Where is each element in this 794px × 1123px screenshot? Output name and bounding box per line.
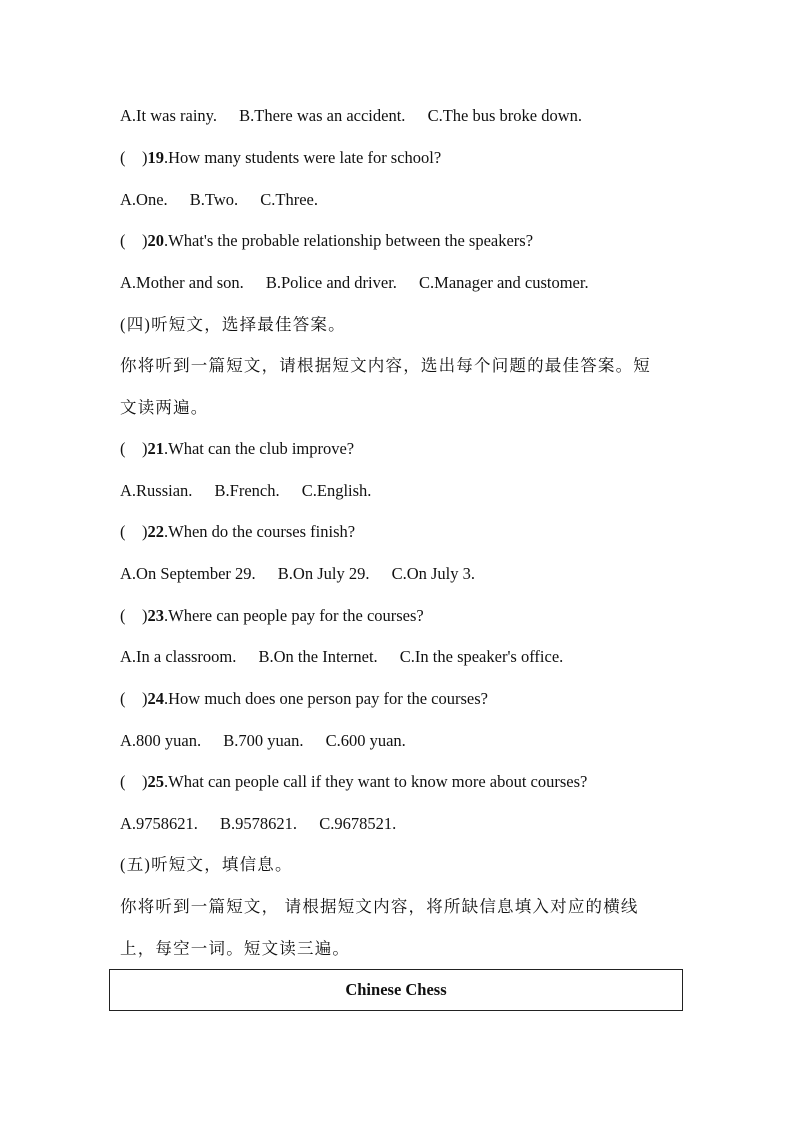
answer-blank: ( ) xyxy=(120,148,148,167)
option-b: B.Police and driver. xyxy=(265,273,397,292)
q21-options xyxy=(120,483,371,500)
q22-options xyxy=(120,566,475,583)
section-4-heading: (四)听短文，选择最佳答案。 xyxy=(120,315,346,334)
question-number: 24 xyxy=(147,689,164,708)
option-b: B.Two. xyxy=(189,190,239,209)
answer-blank: ( ) xyxy=(120,522,148,541)
option-a: A.It was rainy. xyxy=(120,106,217,125)
answer-blank: ( ) xyxy=(120,772,148,791)
option-a: A.In a classroom. xyxy=(120,647,237,666)
question-number: 19 xyxy=(147,148,164,167)
section-4-instruction-cont: 文读两遍。 xyxy=(120,398,209,417)
q24-options xyxy=(120,733,406,750)
question-text: .How many students were late for school? xyxy=(164,148,442,167)
q25-options xyxy=(120,816,396,833)
question-24 xyxy=(120,691,488,708)
question-text: .How much does one person pay for the courses? xyxy=(164,689,488,708)
option-a: A.Mother and son. xyxy=(120,273,244,292)
question-21 xyxy=(120,441,354,458)
question-text: .When do the courses finish? xyxy=(164,522,356,541)
section-4-instruction: 你将听到一篇短文，请根据短文内容，选出每个问题的最佳答案。短 xyxy=(120,356,651,375)
option-b: B.On the Internet. xyxy=(258,647,378,666)
question-number: 20 xyxy=(147,231,164,250)
answer-blank: ( ) xyxy=(120,606,148,625)
option-c: C.The bus broke down. xyxy=(427,106,583,125)
section-5-instruction: 你将听到一篇短文， 请根据短文内容，将所缺信息填入对应的横线 xyxy=(120,897,639,916)
q19-options xyxy=(120,192,318,209)
answer-blank: ( ) xyxy=(120,439,148,458)
option-c: C.On July 3. xyxy=(391,564,476,583)
option-c: C.9678521. xyxy=(319,814,397,833)
option-a: A.Russian. xyxy=(120,481,193,500)
question-number: 22 xyxy=(147,522,164,541)
question-19 xyxy=(120,150,441,167)
section-5-heading: (五)听短文，填信息。 xyxy=(120,855,293,874)
option-b: B.French. xyxy=(214,481,280,500)
option-a: A.800 yuan. xyxy=(120,731,202,750)
option-b: B.On July 29. xyxy=(277,564,370,583)
question-23 xyxy=(120,608,424,625)
question-22 xyxy=(120,524,355,541)
q23-options xyxy=(120,649,563,666)
option-b: B.There was an accident. xyxy=(239,106,406,125)
question-text: .Where can people pay for the courses? xyxy=(164,606,424,625)
question-text: .What's the probable relationship between the speakers? xyxy=(164,231,534,250)
option-c: C.English. xyxy=(301,481,372,500)
question-25 xyxy=(120,774,587,791)
q18-options xyxy=(120,108,582,125)
option-b: B.9578621. xyxy=(220,814,298,833)
question-20 xyxy=(120,233,533,250)
info-table xyxy=(109,969,683,1011)
option-c: C.600 yuan. xyxy=(325,731,406,750)
question-number: 21 xyxy=(147,439,164,458)
option-c: C.Three. xyxy=(260,190,318,209)
option-b: B.700 yuan. xyxy=(223,731,304,750)
option-a: A.One. xyxy=(120,190,168,209)
option-a: A.9758621. xyxy=(120,814,198,833)
question-number: 23 xyxy=(147,606,164,625)
q20-options xyxy=(120,275,589,292)
question-number: 25 xyxy=(147,772,164,791)
option-c: C.Manager and customer. xyxy=(419,273,589,292)
question-text: .What can people call if they want to know more about courses? xyxy=(164,772,588,791)
section-5-instruction-cont: 上，每空一词。短文读三遍。 xyxy=(120,939,351,958)
answer-blank: ( ) xyxy=(120,231,148,250)
option-a: A.On September 29. xyxy=(120,564,256,583)
answer-blank: ( ) xyxy=(120,689,148,708)
option-c: C.In the speaker's office. xyxy=(399,647,564,666)
table-title: Chinese Chess xyxy=(345,980,447,999)
question-text: .What can the club improve? xyxy=(164,439,355,458)
